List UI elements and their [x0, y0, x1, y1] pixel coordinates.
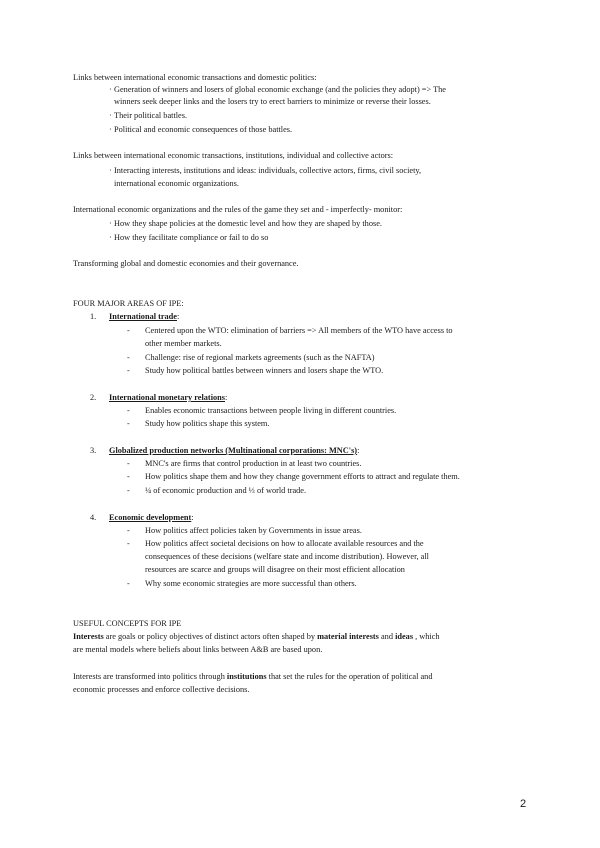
- sec2-heading: Links between international economic transactions, institutions, individual and collective actors:: [73, 151, 394, 160]
- dash: -: [127, 326, 130, 335]
- bullet-dot: ·: [109, 85, 112, 94]
- sec1-bullet-1b: winners seek deeper links and the losers try to erect barriers to minimize or reverse their losses.: [114, 97, 431, 106]
- bullet-dot: ·: [109, 166, 112, 175]
- bullet-dot: ·: [109, 233, 112, 242]
- sec2-bullet-1b: international economic organizations.: [114, 179, 239, 188]
- area-2-heading: International monetary relations:: [109, 393, 228, 402]
- bullet-dot: ·: [109, 111, 112, 120]
- area-1-heading: International trade:: [109, 312, 180, 321]
- dash: -: [127, 472, 130, 481]
- term-material-interests: material interests: [317, 632, 379, 641]
- areas-heading: FOUR MAJOR AREAS OF IPE:: [73, 299, 184, 308]
- area-3-heading: Globalized production networks (Multinational corporations: MNC's):: [109, 446, 360, 455]
- sec1-bullet-2: Their political battles.: [114, 111, 188, 120]
- concepts-para-1-line-1: [73, 631, 440, 643]
- dash: -: [127, 539, 130, 548]
- area-1-item-1a: Centered upon the WTO: elimination of barriers => All members of the WTO have access to: [145, 326, 453, 335]
- dash: -: [127, 579, 130, 588]
- term-institutions: institutions: [226, 672, 267, 681]
- area-1-item-3: Study how political battles between winners and losers shape the WTO.: [145, 366, 384, 375]
- dash: -: [127, 486, 130, 495]
- text: Interests are transformed into politics through: [73, 672, 227, 681]
- dash: -: [127, 366, 130, 375]
- text: , which: [413, 632, 440, 641]
- bullet-dot: ·: [109, 219, 112, 228]
- page-number: 2: [520, 798, 527, 810]
- dash: -: [127, 353, 130, 362]
- sec3-heading: International economic organizations and the rules of the game they set and - imperfectly- monitor:: [73, 205, 403, 214]
- area-3-number: 3.: [90, 446, 97, 455]
- area-3-item-2: How politics shape them and how they change government efforts to attract and regulate them.: [145, 472, 460, 481]
- area-4-heading: Economic development:: [109, 513, 194, 522]
- area-4-item-3: Why some economic strategies are more successful than others.: [145, 579, 357, 588]
- sec3-bullet-2: How they facilitate compliance or fail to do so: [114, 233, 269, 242]
- area-3-item-1: MNC's are firms that control production in at least two countries.: [145, 459, 362, 468]
- concepts-para-2-line-1: [73, 671, 432, 683]
- area-1-item-2: Challenge: rise of regional markets agreements (such as the NAFTA): [145, 353, 375, 362]
- dash: -: [127, 459, 130, 468]
- text: and: [378, 632, 396, 641]
- concepts-para-1-line-2: are mental models where beliefs about links between A&B are based upon.: [73, 645, 323, 654]
- sec1-bullet-3: Political and economic consequences of those battles.: [114, 125, 293, 134]
- area-1-number: 1.: [90, 312, 97, 321]
- term-ideas: ideas: [395, 632, 414, 641]
- sec3-bullet-1: How they shape policies at the domestic level and how they are shaped by those.: [114, 219, 382, 228]
- area-3-title: Globalized production networks (Multinational corporations: MNC's): [109, 446, 358, 455]
- dash: -: [127, 419, 130, 428]
- concepts-heading: USEFUL CONCEPTS FOR IPE: [73, 619, 182, 628]
- area-2-item-2: Study how politics shape this system.: [145, 419, 270, 428]
- area-4-number: 4.: [90, 513, 97, 522]
- area-4-item-1: How politics affect policies taken by Governments in issue areas.: [145, 526, 362, 535]
- concepts-para-2-line-2: economic processes and enforce collective decisions.: [73, 685, 250, 694]
- area-1-title: International trade: [109, 312, 177, 321]
- term-interests: Interests: [73, 632, 104, 641]
- area-4-item-2b: consequences of these decisions (welfare state and income distribution). However, all: [145, 552, 429, 561]
- dash: -: [127, 406, 130, 415]
- area-2-title: International monetary relations: [109, 393, 225, 402]
- area-2-number: 2.: [90, 393, 97, 402]
- sec1-bullet-1a: Generation of winners and losers of global economic exchange (and the policies they adopt) => The: [114, 85, 446, 94]
- area-4-item-2a: How politics affect societal decisions on how to allocate available resources and the: [145, 539, 424, 548]
- area-2-item-1: Enables economic transactions between people living in different countries.: [145, 406, 397, 415]
- bullet-dot: ·: [109, 125, 112, 134]
- sec2-bullet-1a: Interacting interests, institutions and ideas: individuals, collective actors, firms, civil society,: [114, 166, 422, 175]
- sec1-heading: Links between international economic transactions and domestic politics:: [73, 73, 317, 82]
- area-4-title: Economic development: [109, 513, 192, 522]
- sec4-text: Transforming global and domestic economies and their governance.: [73, 259, 299, 268]
- area-1-item-1b: other member markets.: [145, 339, 222, 348]
- dash: -: [127, 526, 130, 535]
- area-3-item-3: ¼ of economic production and ⅓ of world trade.: [145, 486, 307, 495]
- text: are goals or policy objectives of distinct actors often shaped by: [103, 632, 318, 641]
- text: that set the rules for the operation of political and: [266, 672, 433, 681]
- area-4-item-2c: resources are scarce and groups will disagree on their most efficient allocation: [145, 565, 405, 574]
